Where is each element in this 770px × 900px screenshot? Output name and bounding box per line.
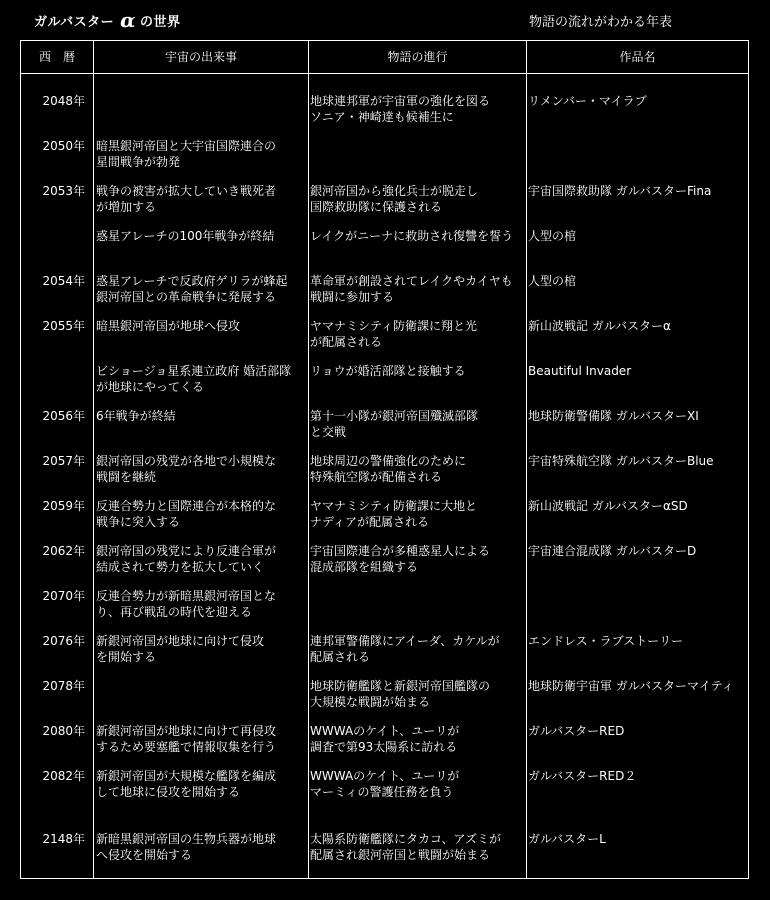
- story-cell: 革命軍が創設されてレイクやカイヤも 戦闘に参加する: [310, 274, 513, 304]
- event-cell: 銀河帝国の残党により反連合軍が 結成されて勢力を拡大していく: [96, 544, 277, 574]
- event-cell: 銀河帝国の残党が各地で小規模な 戦闘を継続: [96, 454, 277, 484]
- column-divider: [93, 41, 94, 878]
- story-cell: WWWAのケイト、ユーリが 調査で第93太陽系に訪れる: [310, 724, 460, 754]
- title-cell: ガルバスターRED２: [528, 769, 637, 783]
- year-cell: 2057年: [42, 454, 85, 468]
- story-cell: 第十一小隊が銀河帝国殲滅部隊 と交戦: [310, 409, 479, 439]
- year-cell: 2050年: [42, 139, 85, 153]
- year-cell: 2082年: [42, 769, 85, 783]
- header-divider: [21, 73, 748, 74]
- title-prefix: ガルバスター: [34, 14, 115, 30]
- story-cell: ヤマナミシティ防衛課に大地と ナディアが配属される: [310, 499, 478, 529]
- year-cell: 2054年: [42, 274, 85, 288]
- year-cell: 2076年: [42, 634, 85, 648]
- year-cell: 2059年: [42, 499, 85, 513]
- title-cell: リメンバー・マイラブ: [528, 94, 647, 108]
- event-cell: 暗黒銀河帝国が地球へ侵攻: [96, 319, 241, 333]
- story-cell: 宇宙国際連合が多種惑星人による 混成部隊を組織する: [310, 544, 491, 574]
- event-cell: 6年戦争が終結: [96, 409, 176, 423]
- title-cell: 地球防衛宇宙軍 ガルバスターマイティ: [528, 679, 734, 693]
- event-cell: 暗黒銀河帝国と大宇宙国際連合の 星間戦争が勃発: [96, 139, 277, 169]
- story-cell: ヤマナミシティ防衛課に翔と光 が配属される: [310, 319, 478, 349]
- year-cell: 2048年: [42, 94, 85, 108]
- page-subtitle: 物語の流れがわかる年表: [529, 15, 673, 30]
- column-divider: [526, 41, 527, 878]
- year-cell: 2062年: [42, 544, 85, 558]
- title-cell: 人型の棺: [528, 274, 577, 288]
- page-title: [34, 8, 181, 32]
- title-cell: 新山波戦記 ガルバスターα: [528, 319, 671, 333]
- event-cell: 反連合勢力が新暗黒銀河帝国とな り、再び戦乱の時代を迎える: [96, 589, 277, 619]
- title-suffix: の世界: [139, 14, 181, 30]
- event-cell: 戦争の被害が拡大していき戦死者 が増加する: [96, 184, 277, 214]
- year-cell: 2070年: [42, 589, 85, 603]
- title-alpha: α: [120, 8, 136, 32]
- event-cell: ビショージョ星系連立政府 婚活部隊 が地球にやってくる: [96, 364, 292, 394]
- story-cell: 銀河帝国から強化兵士が脱走し 国際救助隊に保護される: [310, 184, 479, 214]
- year-cell: 2056年: [42, 409, 85, 423]
- story-cell: 地球連邦軍が宇宙軍の強化を図る ソニア・神崎達も候補生に: [310, 94, 491, 124]
- story-cell: 地球周辺の警備強化のために 特殊航空隊が配備される: [310, 454, 467, 484]
- title-cell: エンドレス・ラブストーリー: [528, 634, 684, 648]
- column-header-story: 物語の進行: [387, 50, 448, 64]
- story-cell: リョウが婚活部隊と接触する: [310, 364, 466, 378]
- title-cell: 新山波戦記 ガルバスターαSD: [528, 499, 688, 513]
- title-cell: Beautiful Invader: [528, 364, 632, 378]
- story-cell: 地球防衛艦隊と新銀河帝国艦隊の 大規模な戦闘が始まる: [310, 679, 491, 709]
- title-cell: 人型の棺: [528, 229, 577, 243]
- story-cell: 連邦軍警備隊にアイーダ、カケルが 配属される: [310, 634, 500, 664]
- story-cell: 太陽系防衛艦隊にタカコ、アズミが 配属され銀河帝国と戦闘が始まる: [310, 832, 502, 862]
- title-cell: 宇宙国際救助隊 ガルバスターFina: [528, 184, 712, 198]
- year-cell: 2055年: [42, 319, 85, 333]
- story-cell: レイクがニーナに救助され復讐を誓う: [310, 229, 514, 243]
- event-cell: 惑星アレーチで反政府ゲリラが蜂起 銀河帝国との革命戦争に発展する: [96, 274, 288, 304]
- story-cell: WWWAのケイト、ユーリが マーミィの警護任務を負う: [310, 769, 460, 799]
- year-cell: 2053年: [42, 184, 85, 198]
- year-cell: 2080年: [42, 724, 85, 738]
- column-header-year: 西 暦: [38, 50, 75, 64]
- title-cell: 地球防衛警備隊 ガルバスターXI: [528, 409, 699, 423]
- event-cell: 新銀河帝国が大規模な艦隊を編成 して地球に侵攻を開始する: [96, 769, 277, 799]
- event-cell: 新銀河帝国が地球に向けて再侵攻 するため要塞艦で情報収集を行う: [96, 724, 277, 754]
- title-cell: ガルバスターL: [528, 832, 606, 846]
- year-cell: 2078年: [42, 679, 85, 693]
- title-cell: 宇宙特殊航空隊 ガルバスターBlue: [528, 454, 714, 468]
- title-cell: ガルバスターRED: [528, 724, 625, 738]
- timeline-table: [20, 40, 749, 879]
- event-cell: 反連合勢力と国際連合が本格的な 戦争に突入する: [96, 499, 277, 529]
- event-cell: 惑星アレーチの100年戦争が終結: [96, 229, 275, 243]
- year-cell: 2148年: [42, 832, 85, 846]
- event-cell: 新銀河帝国が地球に向けて侵攻 を開始する: [96, 634, 265, 664]
- title-cell: 宇宙連合混成隊 ガルバスターD: [528, 544, 697, 558]
- column-header-event: 宇宙の出来事: [164, 50, 237, 64]
- event-cell: 新暗黒銀河帝国の生物兵器が地球 へ侵攻を開始する: [96, 832, 277, 862]
- column-header-title: 作品名: [619, 50, 656, 64]
